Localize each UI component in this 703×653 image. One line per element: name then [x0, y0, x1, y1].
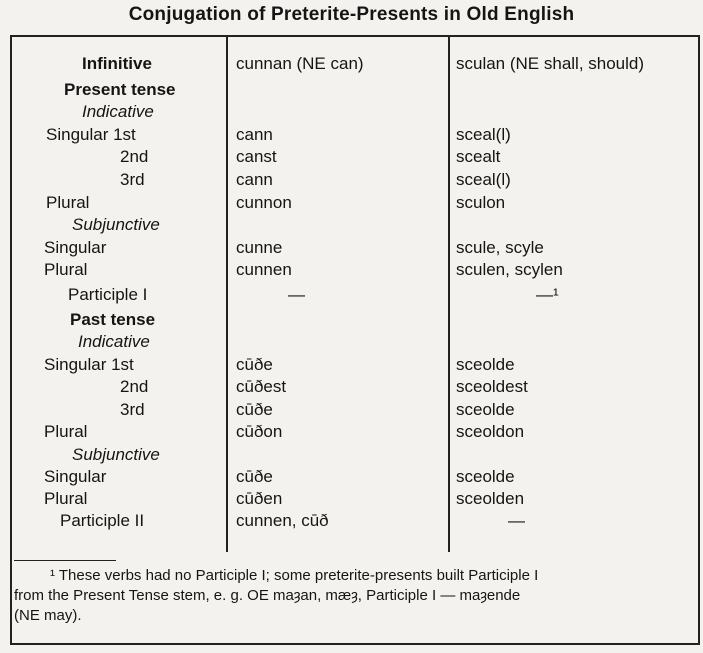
form-cunnan: cunnon	[236, 193, 292, 212]
section-label: Present tense	[64, 80, 176, 99]
row-label: 2nd	[120, 147, 149, 166]
table-row	[0, 488, 703, 510]
form-cunnan: cunnen, cūð	[236, 511, 329, 530]
table-row	[0, 376, 703, 398]
row-label: Plural	[44, 489, 88, 508]
row-label: Participle I	[68, 285, 148, 304]
form-sculan: scule, scyle	[456, 238, 544, 257]
form-cunnan: cūðe	[236, 400, 273, 419]
row-label: Participle II	[60, 511, 145, 530]
section-label: Past tense	[70, 310, 156, 329]
form-sculan: sceal(l)	[456, 170, 511, 189]
row-label: 2nd	[120, 377, 149, 396]
table-row	[0, 124, 703, 146]
form-sculan: sceolde	[456, 467, 515, 486]
row-label: Plural	[46, 193, 90, 212]
form-sculan: —	[508, 511, 525, 530]
header-row	[0, 53, 703, 75]
table-row	[0, 466, 703, 488]
form-cunnan: canst	[236, 147, 277, 166]
row-label: Singular 1st	[46, 125, 136, 144]
mood-label: Subjunctive	[72, 215, 160, 234]
mood-label: Indicative	[82, 102, 154, 121]
footnote-line: (NE may).	[14, 607, 82, 624]
form-sculan: sceal(l)	[456, 125, 511, 144]
row-label: Plural	[44, 422, 88, 441]
table-row	[0, 146, 703, 168]
row-label: Singular	[44, 238, 107, 257]
form-sculan: sceoldest	[456, 377, 528, 396]
form-cunnan: cunne	[236, 238, 283, 257]
column-header-sculan: sculan (NE shall, should)	[456, 54, 645, 73]
form-sculan: sculen, scylen	[456, 260, 563, 279]
table-row	[0, 309, 703, 331]
footnote	[14, 566, 694, 626]
table-row	[0, 79, 703, 101]
column-header-cunnan: cunnan (NE can)	[236, 54, 364, 73]
infinitive-label: Infinitive	[82, 54, 152, 73]
row-label: Singular	[44, 467, 107, 486]
table-row	[0, 444, 703, 466]
form-cunnan: cunnen	[236, 260, 292, 279]
form-sculan: sceolde	[456, 400, 515, 419]
table-row	[0, 354, 703, 376]
form-sculan: sceolden	[456, 489, 525, 508]
table-row	[0, 101, 703, 123]
table-row	[0, 214, 703, 236]
form-cunnan: cūðen	[236, 489, 283, 508]
table-row	[0, 399, 703, 421]
form-sculan: sceoldon	[456, 422, 525, 441]
table-row	[0, 192, 703, 214]
table-row	[0, 421, 703, 443]
form-sculan: scealt	[456, 147, 501, 166]
table-row	[0, 237, 703, 259]
form-cunnan: cann	[236, 170, 273, 189]
row-label: Plural	[44, 260, 88, 279]
row-label: 3rd	[120, 400, 145, 419]
mood-label: Subjunctive	[72, 445, 160, 464]
form-cunnan: —	[288, 285, 305, 304]
form-sculan: sculon	[456, 193, 506, 212]
page-title: Conjugation of Preterite-Presents in Old English	[128, 4, 575, 25]
footnote-rule	[14, 560, 116, 561]
form-sculan: —¹	[536, 285, 559, 304]
form-cunnan: cūðest	[236, 377, 287, 396]
form-cunnan: cūðe	[236, 355, 273, 374]
form-cunnan: cūðe	[236, 467, 273, 486]
form-cunnan: cann	[236, 125, 273, 144]
table-row	[0, 169, 703, 191]
footnote-line: from the Present Tense stem, e. g. OE maȝan, mæȝ, Participle I — maȝende	[14, 587, 521, 604]
table-row	[0, 284, 703, 306]
mood-label: Indicative	[78, 332, 150, 351]
row-label: Singular 1st	[44, 355, 134, 374]
form-cunnan: cūðon	[236, 422, 283, 441]
row-label: 3rd	[120, 170, 145, 189]
footnote-line: ¹ These verbs had no Participle I; some preterite-presents built Participle I	[50, 567, 539, 584]
table-row	[0, 510, 703, 532]
form-sculan: sceolde	[456, 355, 515, 374]
table-row	[0, 331, 703, 353]
table-row	[0, 259, 703, 281]
